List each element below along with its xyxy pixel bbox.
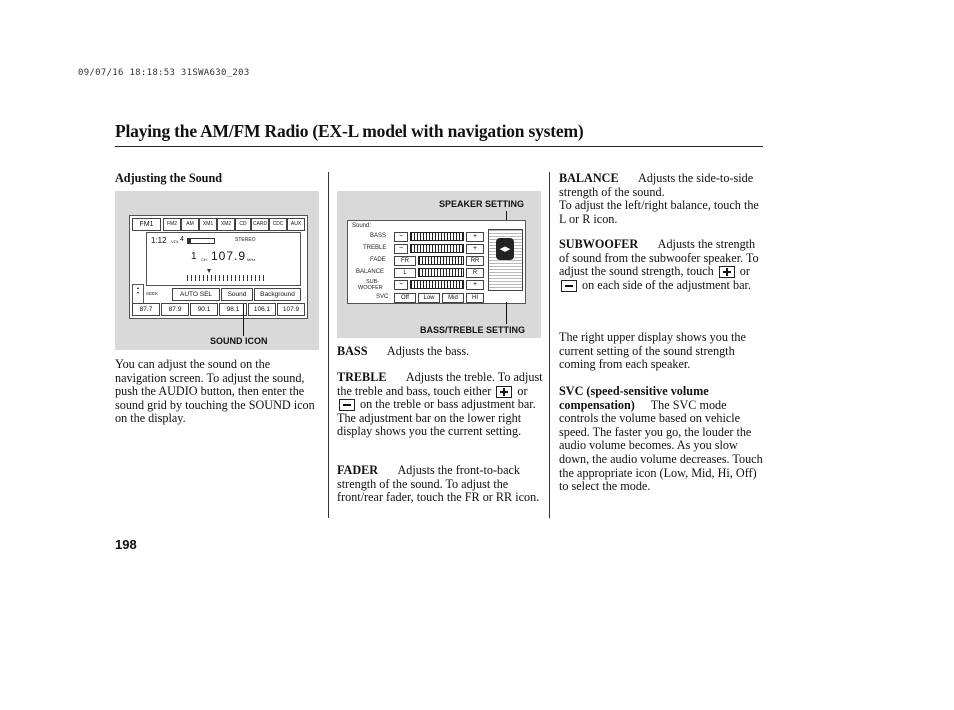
treble-or: or [517,383,528,398]
auto-sel-button[interactable]: AUTO SEL [172,288,220,301]
svc-mid-button[interactable]: Mid [442,293,464,303]
sound-button[interactable]: Sound [221,288,253,301]
treble-paragraph [337,371,543,439]
upper-display-paragraph: The right upper display shows you the current setting of the sound strength coming from each speaker. [559,330,746,372]
treble-term: TREBLE [337,370,387,384]
title-rule [115,146,763,147]
fader-text: Adjusts the front-to-back strength of the sound. To adjust the front/rear fader, touch the FR or RR icon. [337,463,540,505]
sound-heading: Sound: [352,223,372,229]
svc-off-button[interactable]: Off [394,293,416,303]
bass-treble-caption: BASS/TREBLE SETTING [420,325,526,335]
source-tab-xm1[interactable]: XM1 [199,218,217,231]
svc-low-button[interactable]: Low [418,293,440,303]
source-tab-fm2[interactable]: FM2 [163,218,181,231]
column-divider-2 [549,172,550,518]
print-stamp: 09/07/16 18:18:53 31SWA630_203 [78,68,250,78]
channel-number: 1 [191,251,197,262]
background-button[interactable]: Background [254,288,301,301]
subwoofer-paragraph [559,238,764,292]
sound-screen [347,220,526,304]
bass-paragraph [337,345,543,359]
bass-minus-button[interactable]: − [394,232,408,242]
page-number: 198 [115,537,137,552]
section-heading: Adjusting the Sound [115,171,223,185]
minus-icon [561,280,577,292]
treble-minus-button[interactable]: − [394,244,408,254]
balance-text-2: To adjust the left/right balance, touch the L or R icon. [559,198,759,226]
source-tab-am[interactable]: AM [181,218,199,231]
svc-hi-button[interactable]: HI [466,293,484,303]
sound-icon-caption: SOUND ICON [210,336,268,346]
bass-text: Adjusts the bass. [386,344,470,358]
source-tab-cdc[interactable]: CDC [269,218,287,231]
subwoofer-text-2: on each side of the adjustment bar. [582,277,751,292]
subwoofer-label-2: WOOFER [358,285,383,291]
volume-value: 4 [180,236,184,243]
balance-term: BALANCE [559,171,619,185]
source-tab-fm1[interactable]: FM1 [132,218,161,231]
subwoofer-or: or [739,264,750,279]
intro-paragraph: You can adjust the sound on the navigation screen. To adjust the sound, push the AUDIO button, then enter the sound grid by touching the SOUND icon on the display. [115,357,315,426]
balance-label: BALANCE [356,269,385,275]
treble-text-2: on the treble or bass adjustment bar. The adjustment bar on the lower right display shows you the current setting. [337,397,536,439]
balance-paragraph [559,172,764,226]
preset-5[interactable]: 106.1 [248,303,276,316]
preset-3[interactable]: 90.1 [190,303,218,316]
plus-icon [496,386,512,398]
svc-label: SVC [376,294,389,300]
bass-plus-button[interactable]: + [466,232,484,242]
preset-4[interactable]: 98.1 [219,303,247,316]
preset-2[interactable]: 87.9 [161,303,189,316]
source-tab-xm2[interactable]: XM2 [217,218,235,231]
subwoofer-label: SUB- [366,279,380,285]
fade-label: FADE [370,257,386,263]
balance-text: Adjusts the side-to-side strength of the sound. [559,171,754,199]
tuning-scale [187,275,267,281]
treble-plus-button[interactable]: + [466,244,484,254]
column-divider-1 [328,172,329,518]
treble-text-1: Adjusts the treble. To adjust the treble and bass, touch either [337,370,543,398]
source-tab-card[interactable]: CARD [251,218,269,231]
bass-label: BASS [370,233,387,239]
volume-label: VOL [171,239,180,244]
bass-term: BASS [337,344,368,358]
subwoofer-bar [410,280,464,289]
minus-icon [339,399,355,411]
fade-bar [418,256,464,265]
svc-term: SVC (speed-sensitive volume compensation) [559,384,709,412]
radio-screen-figure [115,191,319,350]
fade-rr-button[interactable]: RR [466,256,484,266]
radio-screen [129,215,308,319]
page-title: Playing the AM/FM Radio (EX-L model with navigation system) [115,121,584,141]
subwoofer-minus-button[interactable]: − [394,280,408,290]
source-tab-aux[interactable]: AUX [287,218,305,231]
stereo-indicator: STEREO [235,237,256,243]
frequency: 107.9 [211,249,247,263]
preset-6[interactable]: 107.9 [277,303,305,316]
speaker-arrows-icon: ◀▶ [499,245,511,253]
seek-control[interactable]: ▴ ▾ [132,284,144,308]
tuner-display [146,232,301,286]
fader-paragraph [337,464,543,505]
treble-bar [410,244,464,253]
subwoofer-term: SUBWOOFER [559,237,639,251]
mhz-label: MHz [247,257,256,262]
channel-label: CH [201,257,207,262]
preset-1[interactable]: 87.7 [132,303,160,316]
plus-icon [719,266,735,278]
subwoofer-plus-button[interactable]: + [466,280,484,290]
fader-term: FADER [337,463,379,477]
seek-label: SEEK [146,291,159,296]
clock: 1:12 [151,236,167,245]
sound-screen-figure [337,191,541,338]
svc-text: The SVC mode controls the volume based on vehicle speed. The faster you go, the louder the audio volume becomes. As you slow down, the audio volume decreases. Touch the appropriate icon (Low, Mid, Hi, Off) to select the mode. [559,397,763,494]
callout-line [243,304,244,336]
svc-paragraph [559,385,764,494]
fade-fr-button[interactable]: FR [394,256,416,266]
bass-bar [410,232,464,241]
tuning-marker-icon [207,269,211,273]
volume-bar [187,238,215,244]
balance-r-button[interactable]: R [466,268,484,278]
subwoofer-text-1: Adjusts the strength of sound from the subwoofer speaker. To adjust the sound strength, touch [559,237,759,279]
source-tab-cd[interactable]: CD [235,218,251,231]
treble-label: TREBLE [363,245,387,251]
speaker-setting-caption: SPEAKER SETTING [439,199,525,209]
callout-line-bottom [506,302,507,324]
balance-l-button[interactable]: L [394,268,416,278]
balance-bar [418,268,464,277]
speaker-setting-panel [488,229,523,291]
